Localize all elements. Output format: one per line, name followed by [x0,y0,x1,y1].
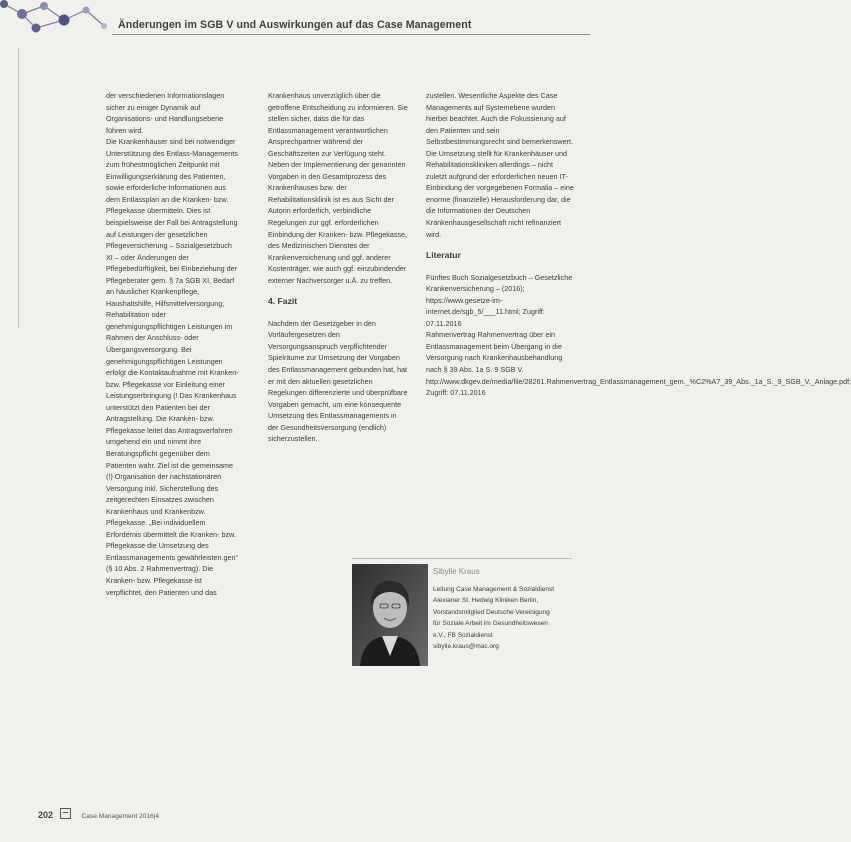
bio-line: Vorstandsmitglied Deutsche Vereinigung [433,608,550,616]
section-heading-literatur: Literatur [426,250,461,261]
text-column-3 [426,90,851,399]
running-header-title: Änderungen im SGB V und Auswirkungen auf das Case Management [118,19,472,31]
journal-logo-icon [60,808,71,819]
reference-item: Rahmenvertrag Rahmenvertrag über ein Entlassmanagement beim Übergang in die Versorgung nach Krankenhausbehandlung nach § 39 Abs. 1a S. 9 SGB V. http://www.dkgev.de/media/file/28261.Rahmenvertrag_Entlassmanagement_gem._%C2%A7_39_Abs._1a_S._9_SGB_V._Anlage.pdf; Zugriff: 07.11.2016 [426,330,851,398]
bio-line: Alexianer St. Hedwig Kliniken Berlin, [433,597,539,604]
author-bio [433,566,573,653]
body-paragraph: Krankenhaus unverzüglich über die getroffene Entscheidung zu informieren. Sie stellen sicher, dass die für das Entlassmanagement verantwortlichen Ansprechpartner während der Geschäftszeiten zur Verfügung steht. Neben der Implementierung der genannten Vorgaben in den Gesamtprozess des Krankenhauses bzw. der Rehabilitationsklinik ist es aus Sicht der Autorin erforderlich, verbindliche Regelungen zur ggf. erforderlichen Einbindung der Kranken- bzw. Pflegekasse, des Medizinischen Dienstes der Krankenversicherung und ggf. anderer Kostenträger, wie auch ggf. einzubindender externer Nachversorger u.Ä. zu treffen. [268,91,408,285]
molecule-decoration [0,0,120,40]
section-heading-fazit: 4. Fazit [268,296,298,307]
body-paragraph: Die Krankenhäuser sind bei notwendiger Unterstützung des Entlass-Managements zum frühestmöglichen Zeitpunkt mit Einwilligungserklärung des Patienten, sowie erforderliche Informationen aus dem Entlassplan an die Kranken- bzw. Pflegekasse übermitteln. Dies ist beispielsweise der Fall bei Antragstellung auf Leistungen der gesetzlichen Pflegeversicherung – Sozialgesetzbuch XI – oder Änderungen der Pflegebedürftigkeit, bei Einbeziehung der Pflegeberater gem. § 7a SGB XI, Bedarf an häuslicher Krankenpflege, Haushaltshilfe, Hilfsmittelversorgung, Rehabilitation oder genehmigungspflichtigen Leistungen im Rahmen der Anschluss- oder Übergangsversorgung. Bei genehmigungspflichtigen Leistungen erfolgt die Kontaktaufnahme mit Kranken- bzw. Pflegekasse vor Einleitung einer Leistungserbringung (! Das Krankenhaus unterstützt den Patienten bei der Antragstellung. Die Kranken- bzw. Pflegekasse leitet das Antragsverfahren umgehend ein und nimmt ihre Beratungspflicht gegenüber dem Patienten wahr. Ziel ist die gemeinsame (!) Organisation der nachstationären Versorgung inkl. Sicherstellung des zeitgerechten Einsatzes zwischen Krankenhaus und Krankenbzw. Pflegekasse. „Bei individuellem Erfordernis übermittelt die Kranken- bzw. Pflegekasse die Umsetzung des Entlassmanagements gewährleisten.gen“ (§ 10 Abs. 2 Rahmenvertrag). Die Kranken- bzw. Pflegekasse ist verpflichtet, den Patienten und das [106,137,239,597]
journal-name: Case Management 2016|4 [81,813,160,820]
bio-divider [352,558,572,559]
margin-rule [18,48,19,328]
bio-line: für Soziale Arbeit im Gesundheitswesen [433,620,548,627]
page-number: 202 [38,810,54,820]
author-email[interactable]: sibylle.kraus@mac.org [433,643,499,650]
body-paragraph: Nachdem der Gesetzgeber in den Vorläufergesetzen den Versorgungsanspruch verpflichtender Spielräume zur Umsetzung der Vorgaben des Entlassmanagement gebunden hat, hat er mit den aktuellen gesetzlichen Regelungen differenzierte und überprüfbare Vorgaben gemacht, um eine konsequente Umsetzung des Entlassmanagements in der Gesundheitsversorgung (endlich) sicherzustellen. [268,318,408,444]
text-column-1 [106,90,240,598]
bio-line: Leitung Case Management & Sozialdienst [433,585,555,593]
text-column-2 [268,90,408,445]
body-paragraph: zustellen. Wesentliche Aspekte des Case Managements auf Systemebene wurden hierbei beachtet. Auch die Fokussierung auf den Patienten und sein Selbstbestimmungsrecht sind bemerkenswert. Die Umsetzung stellt für Krankenhäuser und Rehabilitationskliniken allerdings – nicht zuletzt aufgrund der erforderlichen neuen IT-Einbindung der vorgegebenen Formalia – eine enorme (finanzielle) Herausforderung dar, die die Informationen der Deutschen Krankenhausgesellschaft nicht refinanziert wird. [426,91,574,239]
author-name: Sibylle Kraus [433,567,480,576]
header-rule [112,34,590,35]
bio-line: e.V., FB Sozialdienst [433,631,493,639]
author-photo [352,564,428,666]
reference-item: Fünftes Buch Sozialgesetzbuch – Gesetzliche Krankenversicherung – (2016); https://www.gesetze-im-internet.de/sgb_5/___11.html; Zugriff: 07.11.2016 [426,272,573,328]
page-footer [38,808,159,820]
body-paragraph: der verschiedenen Informationslagen sicher zu einiger Dynamik auf Organisations- und Handlungsebene führen wird. [106,91,225,135]
